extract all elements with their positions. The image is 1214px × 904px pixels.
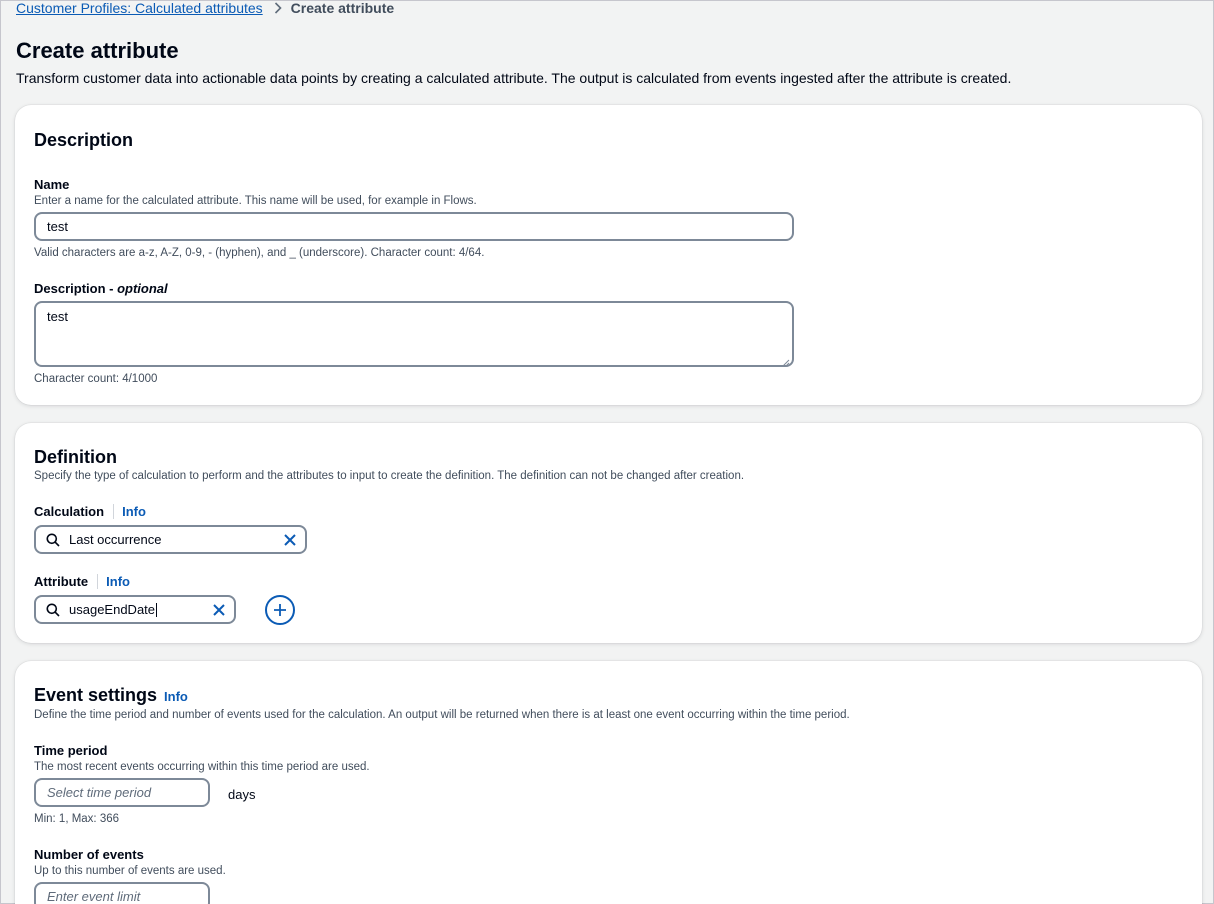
search-icon (46, 533, 60, 547)
event-settings-info-link[interactable]: Info (164, 689, 188, 704)
page-description: Transform customer data into actionable data points by creating a calculated attribute. The output is calculated from events ingested after the attribute is created. (16, 70, 1012, 86)
event-settings-heading: Event settings Info (34, 685, 188, 705)
description-textarea[interactable]: test (34, 301, 794, 367)
add-attribute-button[interactable] (265, 595, 295, 625)
name-constraint: Valid characters are a-z, A-Z, 0-9, - (hyphen), and _ (underscore). Character count: 4/64. (34, 247, 485, 259)
name-label: Name (34, 177, 70, 192)
definition-help: Specify the type of calculation to perform and the attributes to input to create the definition. The definition can not be changed after creation. (34, 470, 745, 482)
attribute-value: usageEndDate (69, 601, 156, 617)
attribute-info-link[interactable]: Info (97, 574, 130, 589)
calculation-select[interactable] (34, 525, 307, 554)
definition-heading: Definition (34, 447, 117, 467)
calculation-value: Last occurrence (69, 532, 162, 547)
calculation-label: Calculation Info (34, 504, 146, 519)
time-period-range: Min: 1, Max: 366 (34, 813, 120, 825)
event-settings-help: Define the time period and number of events used for the calculation. An output will be returned when there is at least one event occurring within the time period. (34, 709, 850, 721)
chevron-right-icon (274, 2, 282, 14)
description-label: Description - optional (34, 281, 168, 296)
time-period-label: Time period (34, 743, 108, 758)
resize-handle-icon[interactable] (782, 355, 790, 363)
description-heading: Description (34, 130, 134, 150)
time-period-input[interactable]: Select time period (34, 778, 210, 807)
close-icon[interactable] (212, 603, 226, 617)
close-icon[interactable] (283, 533, 297, 547)
attribute-label: Attribute Info (34, 574, 130, 589)
page-title: Create attribute (16, 38, 179, 63)
definition-panel (15, 423, 1202, 643)
time-period-help: The most recent events occurring within this time period are used. (34, 761, 370, 773)
attribute-select[interactable] (34, 595, 236, 624)
number-of-events-label: Number of events (34, 847, 144, 862)
description-panel (15, 105, 1202, 405)
add-icon (273, 603, 287, 617)
breadcrumb-link-calculated-attributes[interactable]: Customer Profiles: Calculated attributes (16, 0, 263, 16)
description-count: Character count: 4/1000 (34, 373, 158, 385)
calculation-info-link[interactable]: Info (113, 504, 146, 519)
breadcrumb-current: Create attribute (290, 0, 395, 16)
name-field[interactable]: test (34, 212, 794, 241)
breadcrumb (16, 0, 394, 16)
time-period-unit: days (228, 787, 256, 802)
event-limit-input[interactable]: Enter event limit (34, 882, 210, 904)
number-of-events-help: Up to this number of events are used. (34, 865, 226, 877)
event-settings-panel (15, 661, 1202, 904)
search-icon (46, 603, 60, 617)
name-help: Enter a name for the calculated attribute. This name will be used, for example in Flows. (34, 195, 477, 207)
